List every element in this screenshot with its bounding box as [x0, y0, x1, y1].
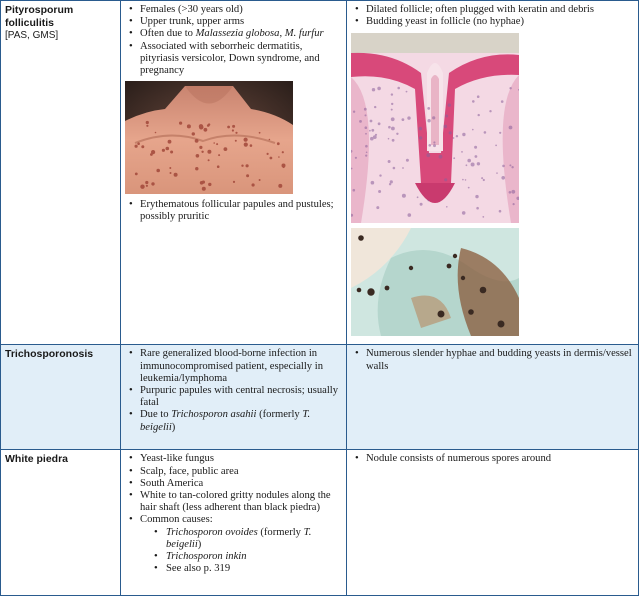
clinical-cell [121, 450, 347, 596]
italic-term: Malassezia globosa [195, 28, 280, 40]
italic-term: Trichosporon asahii [171, 409, 257, 421]
clinical-cell [121, 345, 347, 450]
chest-papules-photo [125, 81, 293, 194]
follicle-pas-micrograph [351, 33, 519, 223]
disease-name: Pityrosporum folliculitis [5, 4, 74, 29]
italic-term: Trichosporon inkin [166, 551, 247, 563]
yeast-gms-micrograph [351, 228, 519, 336]
histology-list [351, 4, 634, 28]
clinical-item: • Scalp, face, public area [125, 466, 342, 478]
clinical-item: • Upper trunk, upper arms [125, 16, 342, 28]
clinical-item: • Yeast-like fungus [125, 453, 342, 465]
disease-name: White piedra [5, 453, 69, 466]
table-row [1, 450, 639, 596]
clinical-item: • Females (>30 years old) [125, 4, 342, 16]
disease-cell [1, 1, 121, 345]
histology-cell [347, 450, 639, 596]
clinical-item: • Erythematous follicular papules and pustules; possibly pruritic [125, 199, 342, 223]
table-row [1, 1, 639, 345]
cause-item [140, 551, 342, 563]
histology-photo-pas [351, 33, 634, 223]
cause-item: • Trichosporon ovoides (formerly T. beigelii) [140, 527, 342, 551]
table-row [1, 345, 639, 450]
clinical-item: • Rare generalized blood-borne infection in immunocompromised patient, especially in leukemia/lymphoma [125, 348, 342, 385]
italic-term: M. furfur [284, 28, 324, 40]
clinical-cell [121, 1, 347, 345]
clinical-list [125, 348, 342, 433]
histology-item: • Dilated follicle; often plugged with keratin and debris [351, 4, 634, 16]
clinical-photo [125, 81, 342, 194]
histology-cell [347, 345, 639, 450]
histology-list [351, 348, 634, 372]
clinical-item [125, 514, 342, 575]
histology-cell [347, 1, 639, 345]
cause-item: • See also p. 319 [140, 563, 342, 575]
clinical-list [125, 453, 342, 575]
clinical-item: • Associated with seborrheic dermatitis, pityriasis versicolor, Down syndrome, and pregnancy [125, 41, 342, 78]
cause-sublist [140, 527, 342, 576]
disease-cell [1, 345, 121, 450]
disease-name: Trichosporonosis [5, 348, 94, 361]
clinical-item-text: Common causes: [140, 514, 213, 526]
clinical-item: • White to tan-colored gritty nodules along the hair shaft (less adherent than black piedra) [125, 490, 342, 514]
clinical-list-after-photo [125, 199, 342, 223]
histology-item: • Numerous slender hyphae and budding yeasts in dermis/vessel walls [351, 348, 634, 372]
italic-term: Trichosporon ovoides [166, 526, 258, 538]
histology-list [351, 453, 634, 465]
clinical-item: • Often due to Malassezia globosa, M. furfur [125, 28, 342, 40]
clinical-item: • Due to Trichosporon asahii (formerly T. beigelii) [125, 409, 342, 433]
italic-term: T. beigelii [166, 526, 312, 550]
histology-photo-gms [351, 228, 634, 336]
histology-item: • Budding yeast in follicle (no hyphae) [351, 16, 634, 28]
clinical-item: • South America [125, 478, 342, 490]
italic-term: T. beigelii [140, 409, 311, 433]
histology-item: • Nodule consists of numerous spores around [351, 453, 634, 465]
clinical-item: • Purpuric papules with central necrosis; usually fatal [125, 385, 342, 409]
disease-cell [1, 450, 121, 596]
clinical-list [125, 4, 342, 77]
stain-list: [PAS, GMS] [5, 30, 59, 41]
